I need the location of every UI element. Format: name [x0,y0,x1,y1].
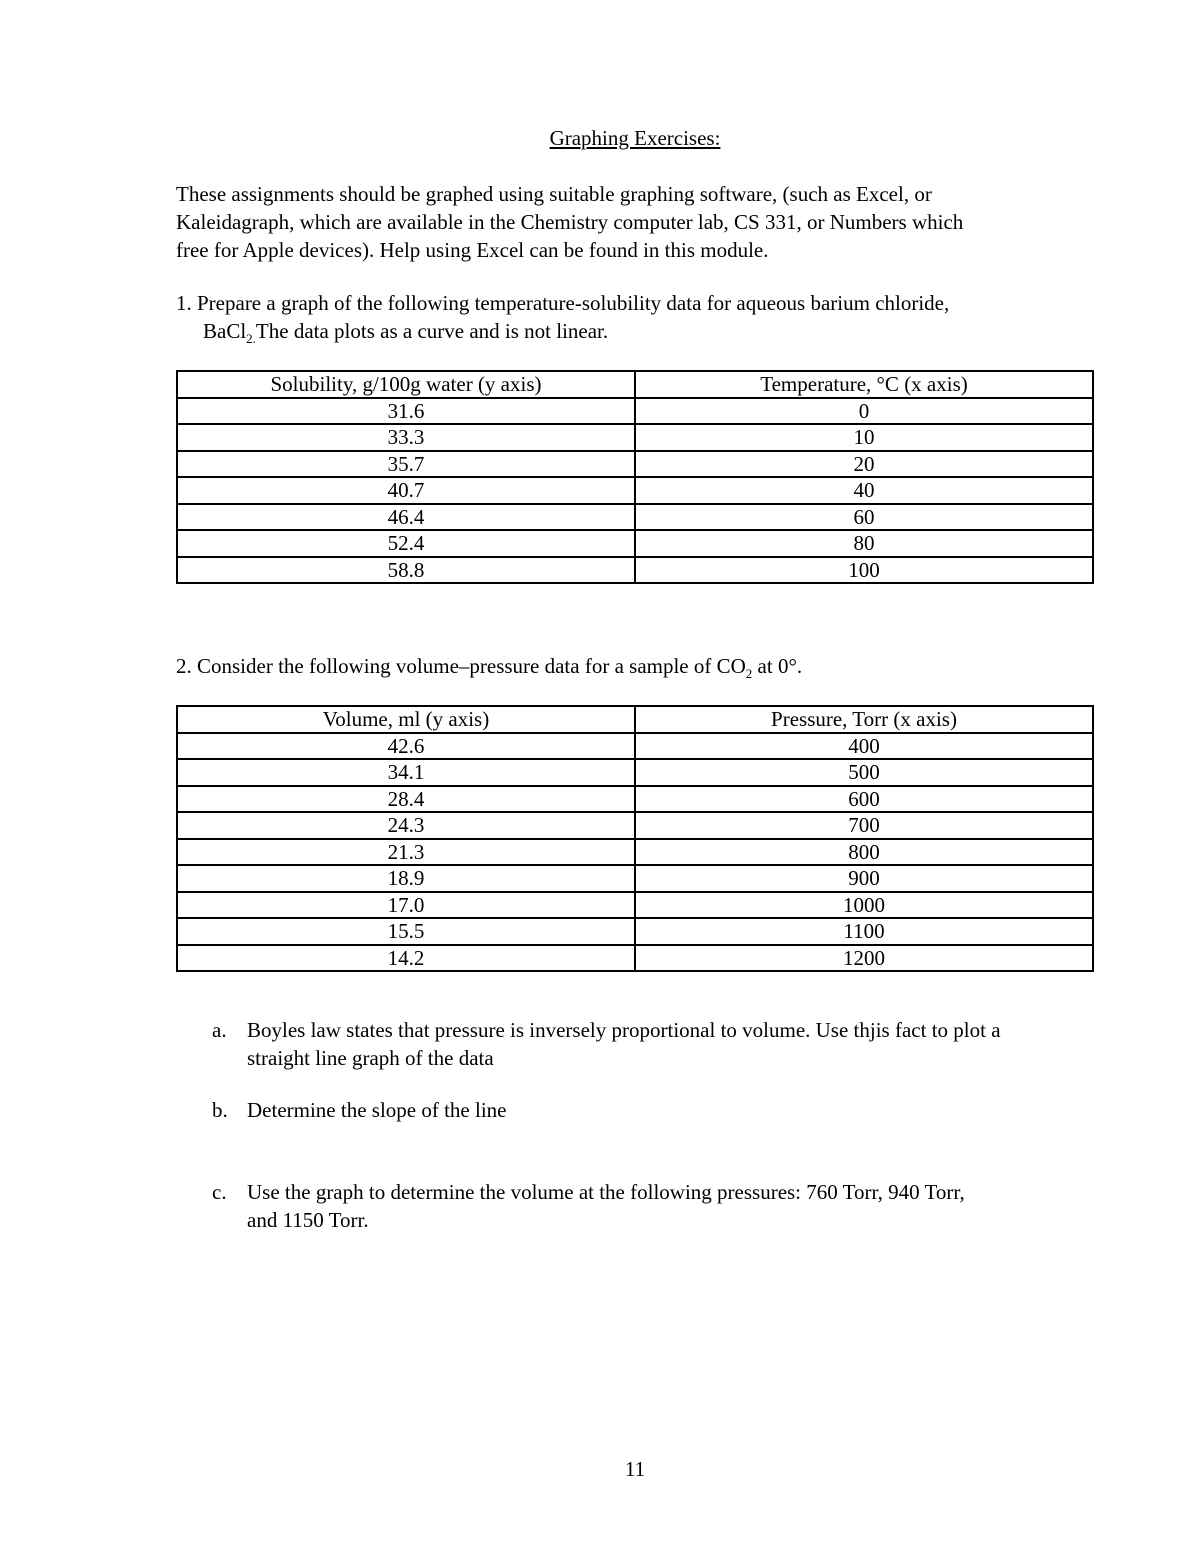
table-cell: 20 [635,451,1093,478]
table-cell: 18.9 [177,865,635,892]
question-1-line-1: 1. Prepare a graph of the following temperature-solubility data for aqueous barium chloride, [176,291,950,315]
sub-question-text [247,1178,1112,1234]
formula-subscript: 2. [246,331,256,347]
table-row [177,892,1093,919]
table-row [177,733,1093,760]
sub-question-a-line-1: Boyles law states that pressure is inversely proportional to volume. Use thjis fact to plot a [247,1018,1001,1042]
question-1-line-2 [176,317,1116,345]
table-cell: 1000 [635,892,1093,919]
table-cell: 10 [635,424,1093,451]
table-header-cell: Solubility, g/100g water (y axis) [177,371,635,398]
table-row [177,530,1093,557]
sub-question-a-line-2: straight line graph of the data [247,1046,494,1070]
table-cell: 17.0 [177,892,635,919]
table-row [177,451,1093,478]
table-cell: 24.3 [177,812,635,839]
table-header-row [177,371,1093,398]
table-row [177,504,1093,531]
table-cell: 40.7 [177,477,635,504]
intro-line-2: Kaleidagraph, which are available in the Chemistry computer lab, CS 331, or Numbers which [176,210,964,234]
sub-question-c-line-1: Use the graph to determine the volume at the following pressures: 760 Torr, 940 Torr, [247,1180,965,1204]
table-row [177,865,1093,892]
table-row [177,424,1093,451]
table-header-cell: Volume, ml (y axis) [177,706,635,733]
sub-question-b-line-1: Determine the slope of the line [247,1098,507,1122]
sub-question-c-line-2: and 1150 Torr. [247,1208,369,1232]
table-cell: 15.5 [177,918,635,945]
sub-question-c [212,1178,1112,1234]
table-cell: 600 [635,786,1093,813]
page-number: 11 [624,1457,646,1481]
table-cell: 700 [635,812,1093,839]
table-header-row [177,706,1093,733]
table-row [177,477,1093,504]
table-cell: 900 [635,865,1093,892]
table-cell: 34.1 [177,759,635,786]
table-cell: 80 [635,530,1093,557]
table-cell: 31.6 [177,398,635,425]
table-cell: 28.4 [177,786,635,813]
table-row [177,557,1093,584]
solubility-table [176,370,1094,584]
table-cell: 0 [635,398,1093,425]
table-cell: 21.3 [177,839,635,866]
table-row [177,839,1093,866]
sub-question-letter: b. [212,1098,228,1122]
question-1 [176,289,1116,345]
table-row [177,786,1093,813]
table-row [177,812,1093,839]
table-row [177,945,1093,972]
sub-question-text [247,1096,1112,1124]
table-cell: 58.8 [177,557,635,584]
table-cell: 100 [635,557,1093,584]
table-cell: 52.4 [177,530,635,557]
question-2-prefix: 2. Consider the following volume–pressure data for a sample of CO [176,654,746,678]
table-cell: 42.6 [177,733,635,760]
sub-question-letter: a. [212,1018,227,1042]
question-2 [176,652,1116,680]
table-row [177,398,1093,425]
table-cell: 40 [635,477,1093,504]
sub-question-letter: c. [212,1180,227,1204]
formula-base: BaCl [203,319,247,343]
sub-question-text [247,1016,1112,1072]
table-row [177,918,1093,945]
table-cell: 400 [635,733,1093,760]
question-1-line-2-text: The data plots as a curve and is not linear. [255,319,609,343]
question-2-subscript: 2 [745,666,753,682]
intro-line-3: free for Apple devices). Help using Excel can be found in this module. [176,238,769,262]
table-cell: 800 [635,839,1093,866]
intro-paragraph [176,180,1116,264]
question-2-suffix: at 0°. [752,654,803,678]
table-cell: 1200 [635,945,1093,972]
table-header-cell: Temperature, °C (x axis) [635,371,1093,398]
table-cell: 1100 [635,918,1093,945]
sub-question-a [212,1016,1112,1072]
table-cell: 33.3 [177,424,635,451]
table-cell: 14.2 [177,945,635,972]
table-header-cell: Pressure, Torr (x axis) [635,706,1093,733]
volume-pressure-table [176,705,1094,972]
intro-line-1: These assignments should be graphed using suitable graphing software, (such as Excel, or [176,182,932,206]
table-row [177,759,1093,786]
table-cell: 35.7 [177,451,635,478]
table-cell: 500 [635,759,1093,786]
sub-question-b [212,1096,1112,1124]
page-title: Graphing Exercises: [549,126,721,150]
table-cell: 60 [635,504,1093,531]
table-cell: 46.4 [177,504,635,531]
